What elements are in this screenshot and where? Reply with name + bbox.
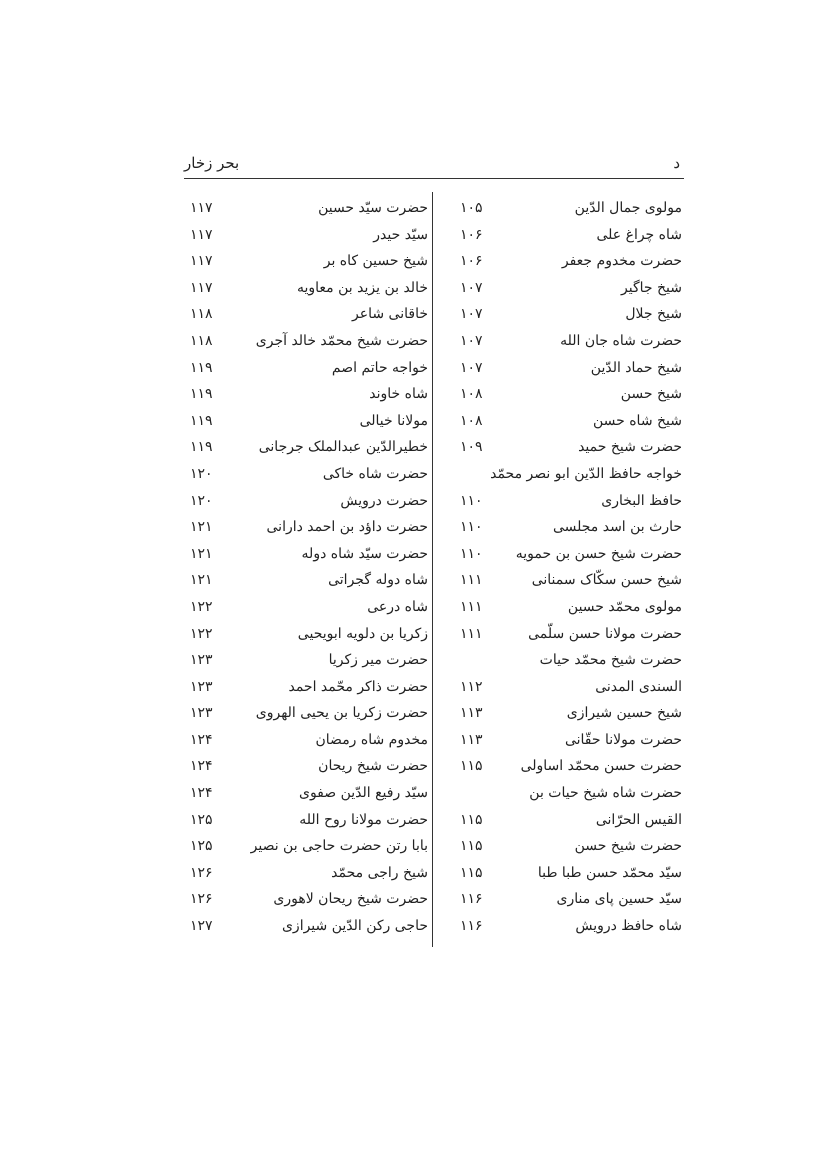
index-entry xyxy=(440,597,682,624)
index-entry xyxy=(440,304,682,331)
entry-page-number: ۱۲۳ xyxy=(190,652,213,669)
entry-name: خالد بن یزید بن معاویه xyxy=(297,279,428,296)
entry-name: حضرت مولانا حسن سلّمی xyxy=(528,625,682,642)
index-entry xyxy=(190,304,428,331)
entry-page-number: ۱۲۵ xyxy=(190,838,213,855)
entry-name: حاجی رکن الدّین شیرازی xyxy=(281,918,428,935)
index-entry xyxy=(440,570,682,597)
entry-page-number: ۱۲۴ xyxy=(190,758,213,775)
entry-page-number: ۱۰۶ xyxy=(460,226,483,243)
index-entry xyxy=(190,650,428,677)
entry-name: حضرت سیّد حسین xyxy=(318,200,428,216)
index-entry xyxy=(190,916,428,943)
entry-name: حضرت درویش xyxy=(340,492,428,509)
index-entry xyxy=(190,703,428,730)
entry-name: خواجه حاتم اصم xyxy=(331,359,428,376)
index-entry xyxy=(190,278,428,305)
index-entry xyxy=(440,756,682,783)
entry-name: شاه حافظ درویش xyxy=(575,918,682,935)
index-entry xyxy=(440,411,682,438)
entry-page-number: ۱۱۰ xyxy=(460,492,483,509)
index-entry xyxy=(440,889,682,916)
entry-name: شیخ حسین شیرازی xyxy=(566,705,682,722)
entry-name: شیخ جاگیر xyxy=(621,279,682,296)
index-entry xyxy=(440,810,682,837)
entry-page-number: ۱۱۷ xyxy=(190,226,213,243)
entry-name: حضرت شاه خاکی xyxy=(322,465,428,482)
index-entry xyxy=(190,437,428,464)
entry-page-number: ۱۱۵ xyxy=(460,811,483,828)
entry-name: شاه چراغ علی xyxy=(596,226,682,243)
left-column xyxy=(190,198,428,943)
index-entry xyxy=(190,491,428,518)
entry-name: شیخ حسن سکّاک سمنانی xyxy=(531,572,682,589)
entry-name: حضرت داؤد بن احمد دارانی xyxy=(266,519,428,536)
entry-page-number: ۱۲۳ xyxy=(190,678,213,695)
index-entry xyxy=(440,384,682,411)
entry-name: حضرت شاه شیخ حیات بن xyxy=(529,785,682,802)
entry-page-number: ۱۰۷ xyxy=(460,279,483,296)
index-entry xyxy=(190,384,428,411)
entry-name: سیّد محمّد حسن طبا طبا xyxy=(537,864,682,881)
entry-name: بابا رتن حضرت حاجی بن نصیر xyxy=(250,838,428,855)
entry-name: حضرت شاه جان الله xyxy=(560,332,682,349)
entry-name: حضرت سیّد شاه دوله xyxy=(301,545,428,562)
entry-page-number: ۱۱۸ xyxy=(190,332,213,349)
entry-name: حضرت شیخ حسن xyxy=(574,838,682,855)
entry-name: حضرت شیخ ریحان لاهوری xyxy=(273,891,428,908)
entry-page-number: ۱۲۴ xyxy=(190,785,213,802)
entry-page-number: ۱۲۵ xyxy=(190,811,213,828)
entry-name: زکریا بن دلویه ابویحیی xyxy=(297,625,428,642)
entry-page-number: ۱۱۰ xyxy=(460,519,483,536)
right-column xyxy=(440,198,682,943)
index-entry xyxy=(440,916,682,943)
entry-page-number: ۱۲۰ xyxy=(190,465,213,482)
entry-name: شیخ حسین کاه بر xyxy=(323,253,428,270)
index-entry xyxy=(440,650,682,677)
index-entry xyxy=(190,677,428,704)
entry-page-number: ۱۲۰ xyxy=(190,492,213,509)
entry-name: شیخ راجی محمّد xyxy=(331,864,428,881)
entry-page-number: ۱۱۷ xyxy=(190,200,213,216)
entry-page-number: ۱۰۵ xyxy=(460,200,483,216)
entry-name: حافظ البخاری xyxy=(601,492,682,509)
entry-page-number: ۱۰۶ xyxy=(460,253,483,270)
entry-page-number: ۱۱۳ xyxy=(460,705,483,722)
index-entry xyxy=(190,889,428,916)
entry-page-number: ۱۲۱ xyxy=(190,519,213,536)
running-title: بحر زخار xyxy=(184,154,240,172)
entry-page-number: ۱۰۸ xyxy=(460,412,483,429)
entry-page-number: ۱۲۶ xyxy=(190,891,213,908)
entry-name: حضرت مخدوم جعفر xyxy=(561,253,682,270)
entry-page-number: ۱۱۶ xyxy=(460,891,483,908)
entry-name: حضرت شیخ حسن بن حمویه xyxy=(515,545,682,562)
entry-page-number: ۱۱۳ xyxy=(460,731,483,748)
entry-page-number: ۱۲۴ xyxy=(190,731,213,748)
entry-name: السندی المدنی xyxy=(595,678,682,695)
index-entry xyxy=(190,464,428,491)
entry-name: مولانا خیالی xyxy=(359,412,428,429)
column-divider xyxy=(432,192,433,947)
index-entry xyxy=(190,810,428,837)
entry-name: خاقانی شاعر xyxy=(352,306,428,323)
entry-page-number: ۱۱۵ xyxy=(460,864,483,881)
entry-name: حضرت حسن محمّد اساولی xyxy=(520,758,682,775)
entry-page-number: ۱۰۷ xyxy=(460,306,483,323)
entry-name: شاه درعی xyxy=(367,598,428,615)
entry-name: مولوی جمال الدّین xyxy=(574,200,682,216)
entry-name: شاه دوله گجراتی xyxy=(328,572,428,589)
index-entry xyxy=(190,624,428,651)
index-entry xyxy=(190,544,428,571)
index-entry xyxy=(190,597,428,624)
entry-name: شیخ حماد الدّین xyxy=(590,359,682,376)
entry-page-number: ۱۱۷ xyxy=(190,279,213,296)
entry-name: حضرت شیخ محمّد خالد آجری xyxy=(255,332,428,349)
header-rule xyxy=(184,178,684,179)
index-entry xyxy=(190,358,428,385)
entry-name: مخدوم شاه رمضان xyxy=(315,731,428,748)
entry-page-number: ۱۰۷ xyxy=(460,359,483,376)
entry-name: شیخ جلال xyxy=(625,306,682,323)
entry-page-number: ۱۲۶ xyxy=(190,864,213,881)
index-entry xyxy=(440,863,682,890)
entry-name: حضرت شیخ ریحان xyxy=(318,758,428,775)
running-header xyxy=(184,150,684,178)
page-folio: د xyxy=(673,154,680,172)
index-entry xyxy=(440,677,682,704)
index-entry xyxy=(190,570,428,597)
index-entry xyxy=(440,491,682,518)
index-entry xyxy=(440,225,682,252)
entry-name: سیّد رفیع الدّین صفوی xyxy=(298,785,428,802)
index-entry xyxy=(190,251,428,278)
index-entry xyxy=(190,863,428,890)
index-entry xyxy=(440,437,682,464)
index-entry xyxy=(440,278,682,305)
entry-name: حضرت مولانا حقّانی xyxy=(564,731,682,748)
entry-page-number: ۱۱۹ xyxy=(190,439,213,456)
index-entry xyxy=(440,544,682,571)
entry-page-number: ۱۲۷ xyxy=(190,918,213,935)
index-entry xyxy=(440,783,682,810)
entry-name: القیس الحرّانی xyxy=(595,811,682,828)
entry-page-number: ۱۱۹ xyxy=(190,386,213,403)
index-entry xyxy=(440,464,682,491)
entry-name: شیخ حسن xyxy=(620,386,682,403)
index-entry xyxy=(440,198,682,225)
entry-name: خواجه حافظ الدّین ابو نصر محمّد xyxy=(490,465,682,482)
entry-name: حضرت شیخ محمّد حیات xyxy=(539,652,682,669)
index-entry xyxy=(440,251,682,278)
index-entry xyxy=(440,331,682,358)
entry-page-number: ۱۲۲ xyxy=(190,625,213,642)
entry-name: حضرت زکریا بن یحیی الهروی xyxy=(255,705,428,722)
index-entry xyxy=(190,836,428,863)
index-entry xyxy=(440,517,682,544)
entry-page-number: ۱۱۲ xyxy=(460,678,483,695)
index-entry xyxy=(190,411,428,438)
entry-page-number: ۱۱۷ xyxy=(190,253,213,270)
index-entry xyxy=(190,517,428,544)
entry-page-number: ۱۲۱ xyxy=(190,545,213,562)
entry-page-number: ۱۱۹ xyxy=(190,412,213,429)
entry-name: سیّد حسین پای مناری xyxy=(556,891,682,908)
entry-page-number: ۱۱۰ xyxy=(460,545,483,562)
entry-name: خطیرالدّین عبدالملک جرجانی xyxy=(258,439,428,456)
entry-page-number: ۱۱۵ xyxy=(460,838,483,855)
entry-page-number: ۱۰۸ xyxy=(460,386,483,403)
index-entry xyxy=(440,624,682,651)
index-entry xyxy=(190,198,428,225)
entry-page-number: ۱۱۱ xyxy=(460,625,483,642)
entry-page-number: ۱۱۶ xyxy=(460,918,483,935)
entry-page-number: ۱۱۸ xyxy=(190,306,213,323)
entry-name: حضرت میر زکریا xyxy=(328,652,428,669)
index-entry xyxy=(190,730,428,757)
entry-page-number: ۱۲۱ xyxy=(190,572,213,589)
entry-page-number: ۱۰۹ xyxy=(460,439,483,456)
entry-name: حضرت شیخ حمید xyxy=(578,439,682,456)
entry-page-number: ۱۱۵ xyxy=(460,758,483,775)
entry-name: حضرت ذاکر محّمد احمد xyxy=(288,678,428,695)
index-entry xyxy=(440,836,682,863)
index-entry xyxy=(190,783,428,810)
entry-name: سیّد حیدر xyxy=(373,226,428,243)
index-entry xyxy=(440,730,682,757)
entry-page-number: ۱۱۹ xyxy=(190,359,213,376)
entry-name: شاه خاوند xyxy=(369,386,428,403)
entry-name: حارث بن اسد مجلسی xyxy=(552,519,682,536)
entry-name: شیخ شاه حسن xyxy=(592,412,682,429)
index-entry xyxy=(190,756,428,783)
entry-name: مولوی محمّد حسین xyxy=(567,598,682,615)
index-entry xyxy=(440,358,682,385)
index-entry xyxy=(440,703,682,730)
entry-page-number: ۱۱۱ xyxy=(460,598,483,615)
entry-page-number: ۱۲۳ xyxy=(190,705,213,722)
index-entry xyxy=(190,331,428,358)
index-entry xyxy=(190,225,428,252)
entry-page-number: ۱۰۷ xyxy=(460,332,483,349)
entry-name: حضرت مولانا روح الله xyxy=(299,811,428,828)
entry-page-number: ۱۱۱ xyxy=(460,572,483,589)
entry-page-number: ۱۲۲ xyxy=(190,598,213,615)
